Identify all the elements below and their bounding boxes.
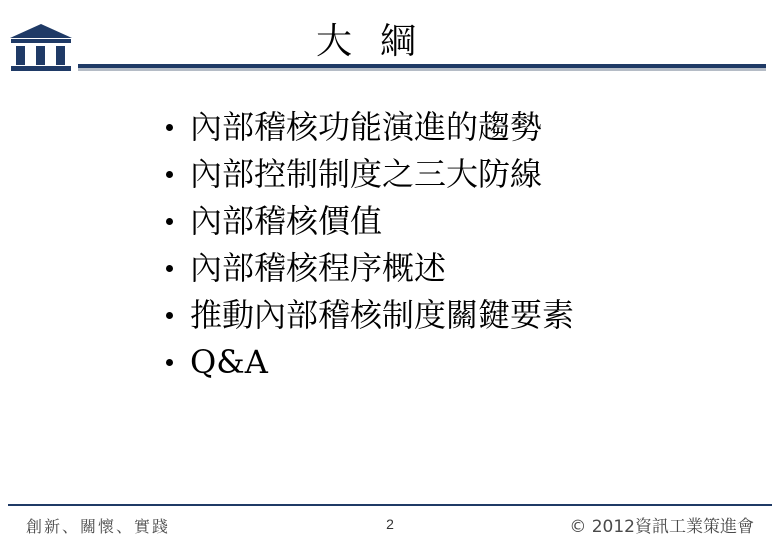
bullet-text: 推動內部稽核制度關鍵要素 [190, 296, 575, 334]
bullet-item [164, 104, 764, 151]
page-number: 2 [386, 516, 394, 532]
title-divider-shadow [78, 68, 766, 71]
footer-copyright: © 2012資訊工業策進會 [569, 517, 754, 537]
footer-divider [8, 504, 772, 506]
bullet-item [164, 292, 764, 339]
building-columns-icon [8, 22, 74, 72]
bullet-dot-icon [166, 265, 173, 272]
bullet-text: 內部稽核價值 [190, 202, 383, 240]
footer-slogan: 創新、關懷、實踐 [26, 517, 171, 536]
bullet-dot-icon [166, 312, 173, 319]
bullet-text: 內部稽核程序概述 [190, 249, 447, 287]
bullet-text: Q&A [190, 343, 268, 381]
page-title: 大綱 [315, 21, 444, 62]
bullet-list [164, 104, 764, 386]
bullet-text: 內部稽核功能演進的趨勢 [190, 108, 543, 146]
bullet-item [164, 339, 764, 386]
bullet-item [164, 198, 764, 245]
bullet-dot-icon [166, 218, 173, 225]
bullet-dot-icon [166, 171, 173, 178]
bullet-dot-icon [166, 124, 173, 131]
bullet-item [164, 245, 764, 292]
bullet-text: 內部控制制度之三大防線 [190, 155, 543, 193]
bullet-item [164, 151, 764, 198]
bullet-dot-icon [166, 359, 173, 366]
